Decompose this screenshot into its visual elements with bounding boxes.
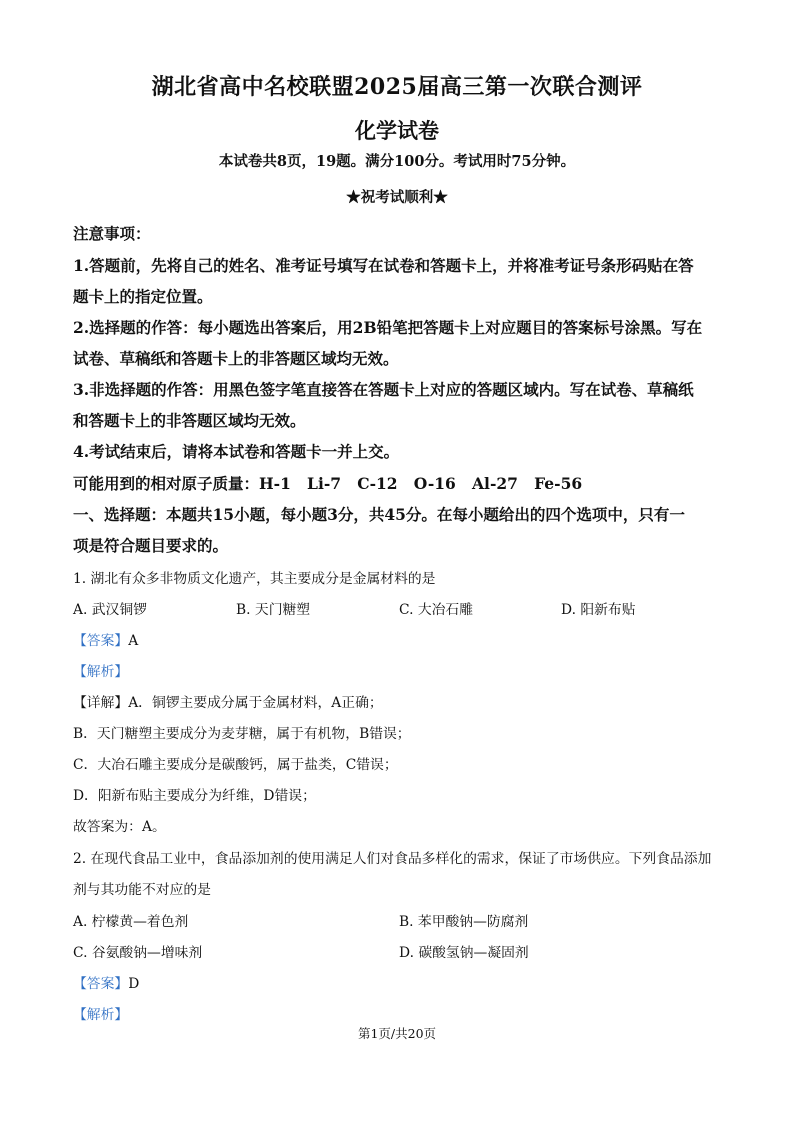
exam-info: 本试卷共8页，19题。满分100分。考试用时75分钟。: [218, 153, 576, 170]
note-3-line-2: 和答题卡上的非答题区域均无效。: [73, 411, 306, 430]
q2-stem-line-1: 2. 在现代食品工业中，食品添加剂的使用满足人们对食品多样化的需求，保证了市场供应。下列食品添加: [73, 851, 712, 867]
notes-heading: 注意事项：: [73, 224, 151, 243]
q1-option-c: C. 大冶石雕: [399, 602, 474, 618]
note-2-line-1: 2.选择题的作答：每小题选出答案后，用2B铅笔把答题卡上对应题目的答案标号涂黑。写在: [73, 318, 703, 337]
exam-title: 湖北省高中名校联盟2025届高三第一次联合测评: [151, 74, 643, 100]
section-heading-line-2: 项是符合题目要求的。: [73, 536, 229, 555]
q1-conclusion: 故答案为：A。: [73, 819, 166, 835]
answer-tag: 【答案】: [73, 633, 129, 649]
q1-option-a: A. 武汉铜锣: [73, 602, 147, 618]
q1-option-d: D. 阳新布贴: [561, 602, 636, 618]
q2-option-d: D. 碳酸氢钠—凝固剂: [399, 945, 529, 961]
note-1-line-1: 1.答题前，先将自己的姓名、准考证号填写在试卷和答题卡上，并将准考证号条形码贴在答: [73, 256, 694, 275]
q2-option-a: A. 柠檬黄—着色剂: [73, 914, 189, 930]
detail-tag: 【详解】: [73, 695, 129, 711]
q2-analysis-tag: 【解析】: [73, 1007, 129, 1023]
note-4: 4.考试结束后，请将本试卷和答题卡一并上交。: [73, 442, 400, 461]
q1-answer-value: A: [128, 633, 139, 649]
q2-answer: [73, 972, 733, 992]
note-3-line-1: 3.非选择题的作答：用黑色签字笔直接答在答题卡上对应的答题区域内。写在试卷、草稿纸: [73, 380, 694, 399]
q2-option-b: B. 苯甲酸钠—防腐剂: [399, 914, 529, 930]
subject-title: 化学试卷: [355, 118, 439, 143]
q1-analysis-tag: 【解析】: [73, 664, 129, 680]
q1-detail-b: B．天门糖塑主要成分为麦芽糖，属于有机物，B错误；: [73, 726, 411, 742]
exam-wish: ★祝考试顺利★: [346, 189, 448, 206]
answer-tag: 【答案】: [73, 976, 129, 992]
q1-stem: 1. 湖北有众多非物质文化遗产，其主要成分是金属材料的是: [73, 571, 436, 587]
note-2-line-2: 试卷、草稿纸和答题卡上的非答题区域均无效。: [73, 349, 399, 368]
q2-answer-value: D: [128, 976, 140, 992]
q1-answer: [73, 629, 733, 649]
q1-detail-d: D．阳新布贴主要成分为纤维，D错误；: [73, 788, 316, 804]
note-1-line-2: 题卡上的指定位置。: [73, 287, 213, 306]
q2-option-c: C. 谷氨酸钠—增味剂: [73, 945, 203, 961]
section-heading-line-1: 一、选择题：本题共15小题，每小题3分，共45分。在每小题给出的四个选项中，只有一: [73, 505, 685, 524]
atomic-masses: 可能用到的相对原子质量：H-1 Li-7 C-12 O-16 Al-27 Fe-56: [73, 474, 583, 493]
q2-stem-line-2: 剂与其功能不对应的是: [73, 882, 211, 898]
q1-detail-a: [73, 691, 733, 711]
q1-option-b: B. 天门糖塑: [236, 602, 311, 618]
page-number: 第1页/共20页: [357, 1026, 437, 1041]
q1-detail-a-text: A．铜锣主要成分属于金属材料，A正确；: [128, 695, 383, 711]
q1-detail-c: C．大冶石雕主要成分是碳酸钙，属于盐类，C错误；: [73, 757, 398, 773]
